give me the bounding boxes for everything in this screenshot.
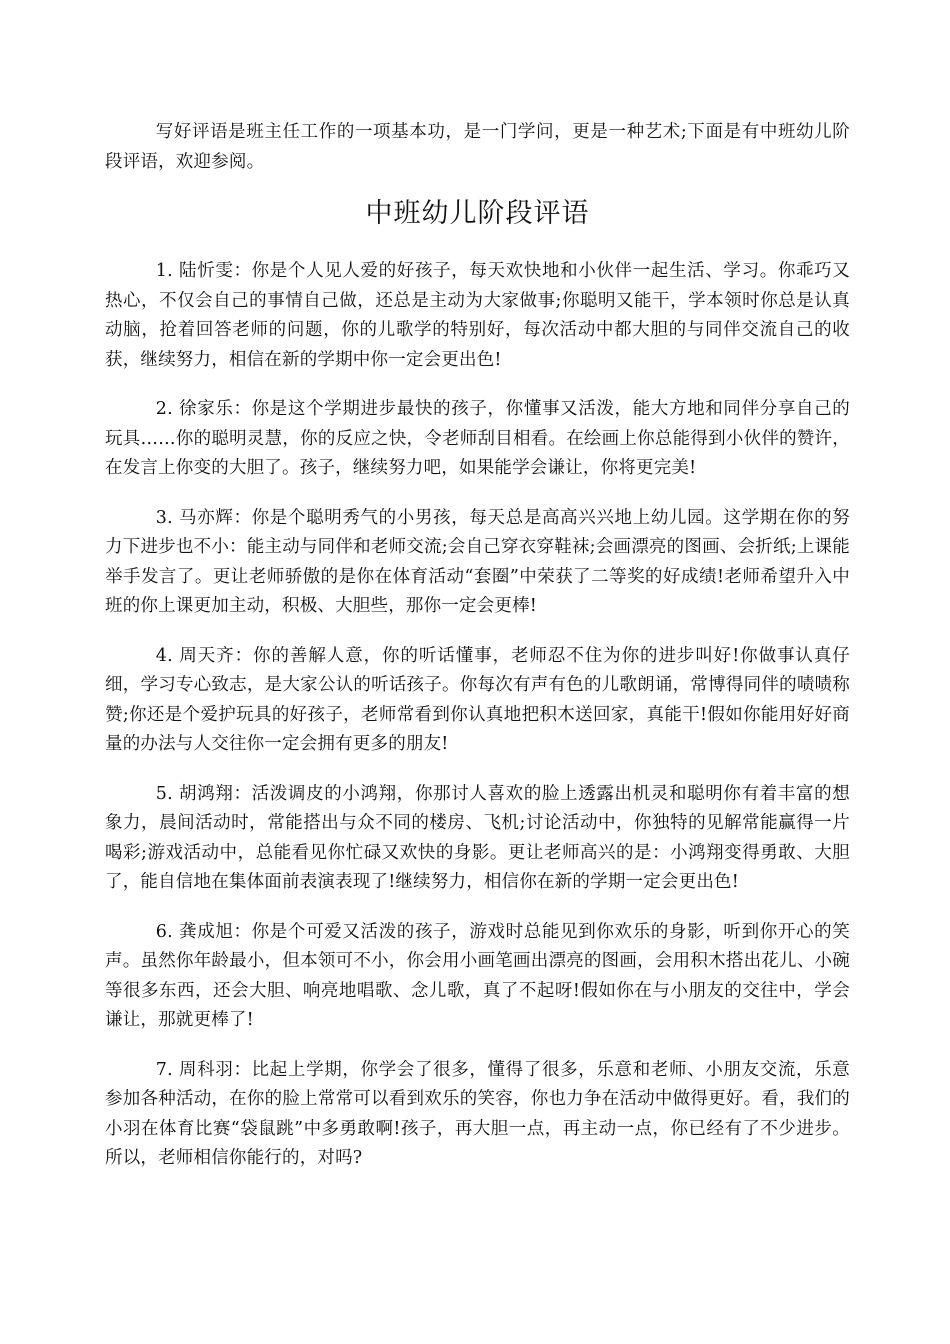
document-title: 中班幼儿阶段评语 xyxy=(365,198,590,229)
comment-paragraph-7: 7. 周科羽：比起上学期，你学会了很多，懂得了很多，乐意和老师、小朋友交流，乐意参加各种活动，在你的脸上常常可以看到欢乐的笑容，你也力争在活动中做得更好。看，我们的小羽在体育比赛“袋鼠跳”中多勇敢啊!孩子，再大胆一点，再主动一点，你已经有了不少进步。所以，老师相信你能行的，对吗? xyxy=(105,1059,850,1168)
comment-paragraph-3: 3. 马亦辉：你是个聪明秀气的小男孩，每天总是高高兴兴地上幼儿园。这学期在你的努力下进步也不小：能主动与同伴和老师交流;会自己穿衣穿鞋袜;会画漂亮的图画、会折纸;上课能举手发言了。更让老师骄傲的是你在体育活动“套圈”中荣获了二等奖的好成绩!老师希望升入中班的你上课更加主动，积极、大胆些，那你一定会更棒! xyxy=(105,507,850,616)
intro-paragraph: 写好评语是班主任工作的一项基本功，是一门学问，更是一种艺术;下面是有中班幼儿阶段评语，欢迎参阅。 xyxy=(105,122,850,172)
comment-paragraph-5: 5. 胡鸿翔：活泼调皮的小鸿翔，你那讨人喜欢的脸上透露出机灵和聪明你有着丰富的想象力，晨间活动时，常能搭出与众不同的楼房、飞机;讨论活动中，你独特的见解常能赢得一片喝彩;游戏活动中，总能看见你忙碌又欢快的身影。更让老师高兴的是：小鸿翔变得勇敢、大胆了，能自信地在集体面前表演表现了!继续努力，相信你在新的学期一定会更出色! xyxy=(105,783,850,892)
comment-paragraph-1: 1. 陆忻雯：你是个人见人爱的好孩子，每天欢快地和小伙伴一起生活、学习。你乖巧又热心，不仅会自己的事情自己做，还总是主动为大家做事;你聪明又能干，学本领时你总是认真动脑，抢着回答老师的问题，你的儿歌学的特别好，每次活动中都大胆的与同伴交流自己的收获，继续努力，相信在新的学期中你一定会更出色! xyxy=(105,261,850,370)
comment-paragraph-2: 2. 徐家乐：你是这个学期进步最快的孩子，你懂事又活泼，能大方地和同伴分享自己的玩具……你的聪明灵慧，你的反应之快，令老师刮目相看。在绘画上你总能得到小伙伴的赞许，在发言上你变的大胆了。孩子，继续努力吧，如果能学会谦让，你将更完美! xyxy=(105,399,850,478)
comment-paragraph-6: 6. 龚成旭：你是个可爱又活泼的孩子，游戏时总能见到你欢乐的身影，听到你开心的笑声。虽然你年龄最小，但本领可不小，你会用小画笔画出漂亮的图画，会用积木搭出花儿、小碗等很多东西，还会大胆、响亮地唱歌、念儿歌，真了不起呀!假如你在与小朋友的交往中，学会谦让，那就更棒了! xyxy=(105,921,850,1030)
document-page xyxy=(105,118,850,1194)
comment-paragraph-4: 4. 周天齐：你的善解人意，你的听话懂事，老师忍不住为你的进步叫好!你做事认真仔细，学习专心致志，是大家公认的听话孩子。你每次有声有色的儿歌朗诵，常博得同伴的啧啧称赞;你还是个爱护玩具的好孩子，老师常看到你认真地把积木送回家，真能干!假如你能用好好商量的办法与人交往你一定会拥有更多的朋友! xyxy=(105,645,850,754)
